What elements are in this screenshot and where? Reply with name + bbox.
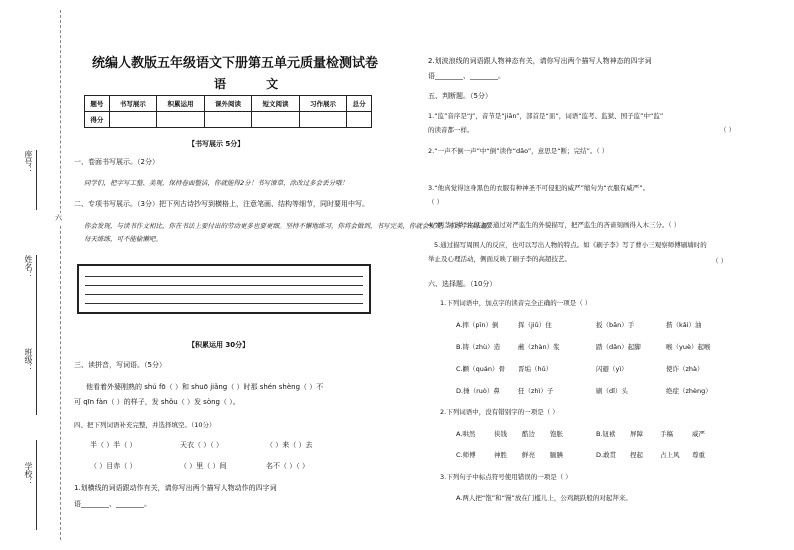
question-4-sub-1-answer[interactable]: 语________、________。 — [74, 500, 151, 508]
score-header: 题号 — [85, 96, 110, 112]
writing-line — [85, 303, 363, 304]
question-3-line-1: 他看着外婆刚熟的 shú fō（ ）和 shuō jiǎng（ ）时那 shén shèng（ ）不 — [86, 383, 324, 391]
choice-option[interactable]: 喉（yuè）起喉 — [666, 343, 711, 351]
judge-5-answer[interactable]: （ ） — [712, 257, 728, 265]
choice-option[interactable]: 威严 — [692, 430, 705, 438]
school-label: 学校： — [24, 462, 33, 486]
choice-option[interactable]: 酷边 — [522, 430, 535, 438]
name-label: 姓名： — [24, 255, 33, 279]
question-4-sub-2-answer[interactable]: 语________、________。 — [428, 72, 505, 80]
question-4: 四、把下列词语补充完整，并选择填空。（10分） — [74, 421, 216, 429]
choice-option[interactable]: 晋垢（hǔ） — [518, 365, 553, 373]
question-4-sub-2: 2.划波浪线的词语跟人物神态有关，请你写出两个描写人物神态的四字词 — [428, 57, 652, 65]
choice-3: 3.下列句子中标点符号使用错误的一项是（ ） — [440, 473, 572, 481]
judge-1: 1.“监”音序是“J”，音节是“jiān”，部首是“皿”，词语“监考、监狱、国子监”中“监” — [428, 112, 664, 120]
score-header: 书写展示 — [109, 96, 157, 112]
section-usage: 【积累运用 30分】 — [188, 341, 250, 349]
choice-option[interactable]: 绝症（zhèng） — [666, 387, 712, 395]
score-header: 课外阅读 — [204, 96, 252, 112]
choice-option[interactable]: 闪避（yì） — [596, 365, 628, 373]
choice-option[interactable]: 饱胀 — [550, 430, 563, 438]
question-3: 三、读拼音，写词语。（5分） — [74, 361, 166, 369]
choice-option[interactable]: A.摔（pīn）倒 — [456, 321, 499, 329]
binding-dash-line — [60, 10, 61, 540]
choice-option[interactable]: B.铸（zhù）造 — [456, 343, 501, 351]
section-writing: 【书写展示 5分】 — [188, 140, 245, 148]
choice-option[interactable]: 侠钱 — [494, 430, 507, 438]
judge-4: 4.“两茎灯草”片段主要通过对严监生的外貌描写，把严监生的吝啬刻画得入木三分。（ ） — [428, 221, 681, 229]
judge-3: 3.“他真觉得这身黑色的衣服有种神圣不可侵犯的威严”缩句为“衣服有威严”。 — [428, 184, 650, 192]
choice-option[interactable]: 揩（kǎi）油 — [666, 321, 702, 329]
choice-option[interactable]: 捏起 — [630, 451, 643, 459]
question-5: 五、判断题。（5分） — [428, 92, 492, 100]
judge-5-line-2: 举止及心理活动，侧面反映了刷子李的高超技艺。 — [428, 255, 571, 263]
choice-option[interactable]: D.捶（ruò）鼻 — [456, 387, 500, 395]
question-3-line-2: 可 qīn fàn（ ）的样子，发 shǒu（ ）发 sòng（ ）。 — [74, 398, 240, 406]
score-cell[interactable] — [347, 112, 372, 128]
writing-line — [85, 276, 363, 277]
name-line — [36, 255, 37, 330]
score-cell[interactable] — [299, 112, 347, 128]
seat-line — [36, 150, 37, 210]
class-line — [36, 330, 37, 415]
choice-option[interactable]: 挥（jiǔ）住 — [518, 321, 552, 329]
choice-option[interactable]: 尊重 — [692, 451, 705, 459]
choice-option[interactable]: 扳（bān）手 — [596, 321, 635, 329]
choice-2: 2.下列词语中，没有错别字的一项是（ ） — [440, 408, 559, 416]
copy-writing-box[interactable] — [77, 264, 371, 314]
idiom-fill[interactable]: 名不（ ）（ ） — [266, 462, 309, 470]
choice-1: 1.下列词语中，加点字的读音完全正确的一项是（ ） — [440, 299, 592, 307]
score-header: 总分 — [347, 96, 372, 112]
score-row-label: 得分 — [85, 112, 110, 128]
question-1-text: 同学们，把字写工整、美观，保持卷面整洁，你就能得2分！书写潦草，涂改过多会丢分哦！ — [84, 179, 349, 187]
subject-title: 语 文 — [214, 77, 297, 91]
choice-option[interactable]: 蘸（zhàn）浆 — [518, 343, 560, 351]
score-header: 习作展示 — [299, 96, 347, 112]
score-cell[interactable] — [157, 112, 205, 128]
judge-2: 2.“一声不倒一声”中“倒”读作“dǎo”，意思是“断；完结”。（ ） — [428, 147, 609, 155]
question-4-sub-1: 1.划横线的词语跟动作有关，请你写出两个描写人物动作的四字词 — [74, 484, 277, 492]
idiom-fill[interactable]: （ ）里（ ）间 — [180, 462, 227, 470]
class-label: 班级： — [24, 348, 33, 372]
idiom-fill[interactable]: 天衣（ ）（ ） — [180, 441, 223, 449]
judge-3-answer[interactable]: （ ） — [428, 198, 444, 206]
idiom-fill[interactable]: （ ）目赤（ ） — [90, 462, 137, 470]
binding-mark: 六 — [55, 214, 62, 222]
question-2: 二、专项书写展示。（3分）把下列古诗抄写到横格上，注意笔画、结构等细节，同时要用中写。 — [74, 200, 369, 208]
choice-option[interactable]: 腼腆 — [550, 451, 563, 459]
score-cell[interactable] — [109, 112, 157, 128]
writing-line — [85, 294, 363, 295]
score-cell[interactable] — [204, 112, 252, 128]
school-line — [36, 440, 37, 530]
choice-option[interactable]: 屏障 — [630, 430, 643, 438]
choice-option[interactable]: 鲜亮 — [522, 451, 535, 459]
choice-option[interactable]: 手稿 — [660, 430, 673, 438]
writing-line — [85, 285, 363, 286]
choice-option[interactable]: C.师傅 — [456, 451, 476, 459]
choice-option[interactable]: 刷（dǐ）头 — [596, 387, 628, 395]
choice-option[interactable]: 狂（zhì）子 — [518, 387, 554, 395]
score-cell[interactable] — [252, 112, 300, 128]
question-1: 一、卷面书写展示。（2分） — [74, 158, 159, 166]
choice-option[interactable]: 神胜 — [494, 451, 507, 459]
idiom-fill[interactable]: （ ）来（ ）去 — [266, 441, 313, 449]
judge-1-answer[interactable]: （ ） — [720, 126, 736, 134]
choice-option[interactable]: 踏（dǎn）起脚 — [596, 343, 641, 351]
judge-1-line-2: 的读音都一样。 — [428, 126, 474, 134]
choice-option[interactable]: 使诈（zhà） — [666, 365, 704, 373]
question-2-text-3: 每天练练，可不能偷懒吧。 — [84, 235, 162, 243]
choice-option[interactable]: A.两人把“饱”和“馒”放在门槛儿上，公鸡跳跃般的对起拜来。 — [456, 494, 632, 502]
score-table — [84, 95, 372, 128]
idiom-fill[interactable]: 半（ ）半（ ） — [90, 441, 137, 449]
choice-option[interactable]: D.敢贯 — [596, 451, 617, 459]
choice-option[interactable]: C.颧（quán）骨 — [456, 365, 505, 373]
score-header: 短文阅读 — [252, 96, 300, 112]
seat-label: 座号： — [24, 150, 33, 174]
choice-option[interactable]: A.哄然 — [456, 430, 476, 438]
exam-title: 统编人教版五年级语文下册第五单元质量检测试卷 — [92, 56, 379, 71]
question-6: 六、选择题。（10分） — [428, 280, 497, 288]
judge-5: 5.通过描写周围人的反应，也可以写出人物的特点。如《刷子李》写了曹小三观察师傅刷墙时的 — [434, 241, 707, 249]
score-header: 积累运用 — [157, 96, 205, 112]
question-2-text-1: 你会发现，与读书作文相比，你在书法上要付出的劳动更多也要更细。坚持不懈地练习，你将会做到，书写完美，你就会发现，写好字的乐趣。 — [84, 222, 494, 230]
choice-option[interactable]: 占上风 — [660, 451, 680, 459]
choice-option[interactable]: B.钮袱 — [596, 430, 616, 438]
